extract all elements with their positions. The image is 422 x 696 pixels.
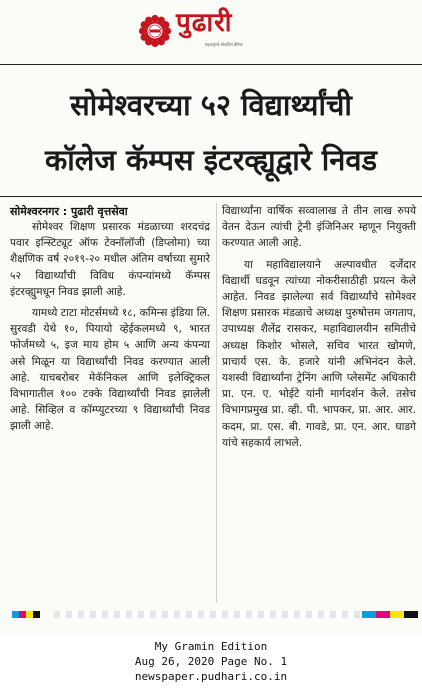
- seal-petal: [158, 38, 165, 45]
- registration-mark-left: [12, 611, 40, 618]
- color-swatch-black: [33, 611, 40, 618]
- pudhari-seal-logo: [137, 13, 173, 49]
- seal-petal: [151, 40, 158, 47]
- color-swatch-yellow: [26, 611, 33, 618]
- seal-petal: [141, 34, 148, 41]
- paragraph: या महाविद्यालयाने अल्पावधीत दर्जेदार विद्यार्थी घडवून त्यांच्या नोकरीसाठीही प्रयत्न केले आहेत. निवड झालेल्या सर्व विद्यार्थ्यांचे सोमेश्वर शिक्षण प्रसारक मंडळाचे अध्यक्ष पुरुषोत्तम जगताप, उपाध्यक्ष शैलेंद्र रासकर, महाविद्यालयीन समितीचे अध्यक्ष किशोर भोसले, सचिव भारत खोमणे, प्राचार्य एस. के. हजारे यांनी अभिनंदन केले. यशस्वी विद्यार्थ्यांना ट्रेनिंग आणि प्लेसमेंट अधिकारी प्रा. एन. ए. भोईटे यांनी मार्गदर्शन केले. तसेच विभागप्रमुख प्रा. व्ही. पी. भापकर, प्रा. आर. आर. कदम, प्रा. एस. बी. गावडे, प्रा. एन. आर. घाडगे यांचे सहकार्य लाभले.: [222, 258, 416, 449]
- date-page-label: Aug 26, 2020 Page No. 1: [134, 655, 288, 668]
- seal-petal: [139, 27, 146, 34]
- seal-petal: [162, 21, 169, 28]
- paragraph: विद्यार्थ्यांना वार्षिक सव्वालाख ते तीन लाख रुपये वेतन देऊन त्यांची ट्रेनी इंजिनिअर म्हणून नियुक्ती करण्यात आली आहे.: [222, 205, 416, 250]
- color-swatch-yellow: [390, 611, 404, 618]
- site-link[interactable]: newspaper.pudhari.co.in: [134, 670, 288, 683]
- color-swatch-magenta: [19, 611, 26, 618]
- headline-line-2: कॉलेज कॅम्पस इंटरव्ह्यूद्वारे निवड: [44, 143, 378, 177]
- seal-petal: [164, 27, 171, 34]
- brand-logo: पुढारी: [176, 8, 233, 38]
- paragraph: यामध्ये टाटा मोटर्समध्ये १८, कमिन्स इंडिया लि. सुरवडी येथे १०, पियायो व्हेईकलमध्ये ९, भारत फोर्जमध्ये ५, इज माय होम ५ आणि अन्य कंपन्या असे मिळून या विद्यार्थ्यांची निवड करण्यात आली आहे. याचबरोबर मेकॅनिकल आणि इलेक्ट्रिकल विभागातील १०० टक्के विद्यार्थ्यांची निवड झालेली आहे. सिव्हिल व कॉम्प्युटरच्या ९ विद्यार्थ्यांची निवड झाली आहे.: [10, 307, 210, 433]
- paragraph: सोमेश्वर शिक्षण प्रसारक मंडळाच्या शरदचंद्र पवार इन्स्टिट्यूट ऑफ टेक्नॉलॉजी (डिप्लोमा) च्या शैक्षणिक वर्ष २०१९-२० मधील अंतिम वर्षाच्या सुमारे ५२ विद्यार्थ्यांची विविध कंपन्यांमध्ये कॅम्पस इंटरव्ह्युमधून निवड झाली आहे.: [10, 221, 210, 298]
- headline-line-1: सोमेश्वरच्या ५२ विद्यार्थ्यांची: [70, 88, 352, 122]
- column-divider: [216, 203, 217, 603]
- tagline: महाराष्ट्राचे लोकप्रिय दैनिक: [205, 42, 243, 47]
- edition-label: My Gramin Edition: [154, 640, 268, 653]
- seal-petal: [145, 17, 152, 24]
- article-column-left: [10, 219, 210, 440]
- masthead: [0, 0, 422, 60]
- registration-strip: [54, 611, 414, 618]
- article-column-right: [222, 203, 416, 456]
- byline: सोमेश्वरनगर : पुढारी वृत्तसेवा: [10, 205, 128, 218]
- color-swatch-cyan: [12, 611, 19, 618]
- registration-mark-right: [362, 611, 418, 618]
- color-swatch-magenta: [376, 611, 390, 618]
- seal-petal: [151, 15, 158, 22]
- color-swatch-cyan: [362, 611, 376, 618]
- headline-rule: [0, 196, 422, 197]
- color-swatch-black: [404, 611, 418, 618]
- top-rule: [0, 64, 422, 65]
